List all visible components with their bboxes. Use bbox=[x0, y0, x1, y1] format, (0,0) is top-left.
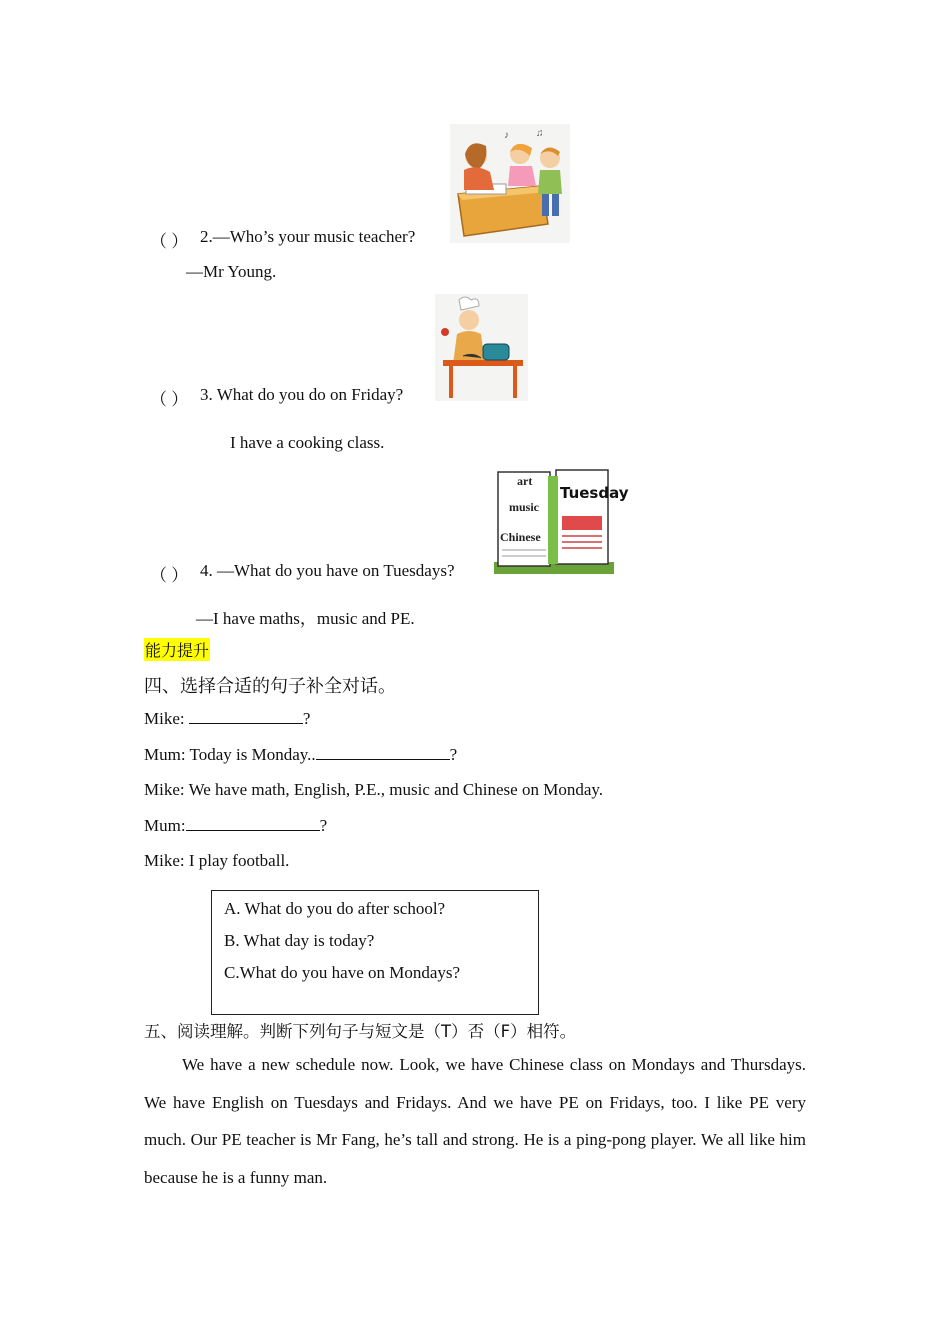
q3-paren: （ ） bbox=[150, 390, 189, 409]
music-class-illustration bbox=[450, 124, 570, 243]
dialogue-line-1: Mike: ? bbox=[144, 709, 311, 728]
q2-question: 2.—Who’s your music teacher? bbox=[200, 227, 416, 246]
q3-question: 3. What do you do on Friday? bbox=[200, 385, 404, 404]
svg-text:♫: ♫ bbox=[536, 128, 544, 139]
schedule-book-illustration bbox=[494, 466, 629, 576]
cooking-chef-illustration bbox=[435, 294, 528, 401]
dialogue-line-3: Mike: We have math, English, P.E., music and Chinese on Monday. bbox=[144, 780, 604, 799]
q2-answer: —Mr Young. bbox=[186, 262, 277, 281]
dialogue-line-4: Mum: ? bbox=[144, 816, 328, 835]
dialogue-line-5: Mike: I play football. bbox=[144, 851, 290, 870]
book-word-art: art bbox=[517, 474, 533, 488]
section-tag: 能力提升 bbox=[144, 638, 210, 661]
section5-title: 五、阅读理解。判断下列句子与短文是（T）否（F）相符。 bbox=[144, 1022, 577, 1041]
answer-blank-1[interactable] bbox=[189, 709, 303, 724]
q3-answer: I have a cooking class. bbox=[230, 433, 385, 452]
reading-passage: We have a new schedule now. Look, we have Chinese class on Mondays and Thursdays. We have English on Tuesdays and Fridays. And we have PE on Fridays, too. I like PE very much. Our PE teacher is Mr Fang, he’s tall and strong. He is a ping-pong player. We all like him because he is a funny man. bbox=[144, 1055, 806, 1187]
option-b: B. What day is today? bbox=[224, 931, 375, 950]
options-box bbox=[211, 890, 539, 1015]
book-word-chinese: Chinese bbox=[500, 530, 541, 544]
q4-paren: （ ） bbox=[150, 566, 189, 585]
option-c: C.What do you have on Mondays? bbox=[224, 963, 461, 982]
book-word-music: music bbox=[509, 500, 539, 514]
svg-text:♪: ♪ bbox=[504, 130, 509, 141]
q4-answer: —I have maths，music and PE. bbox=[196, 609, 415, 628]
option-a: A. What do you do after school? bbox=[224, 899, 446, 918]
q4-question: 4. —What do you have on Tuesdays? bbox=[200, 561, 455, 580]
q2-paren: （ ） bbox=[150, 232, 189, 251]
section4-title: 四、选择合适的句子补全对话。 bbox=[144, 676, 396, 697]
dialogue-line-2: Mum: Today is Monday.. ? bbox=[144, 745, 458, 764]
answer-blank-2[interactable] bbox=[316, 745, 450, 760]
book-word-tuesday: Tuesday bbox=[560, 484, 629, 502]
answer-blank-3[interactable] bbox=[186, 816, 320, 831]
